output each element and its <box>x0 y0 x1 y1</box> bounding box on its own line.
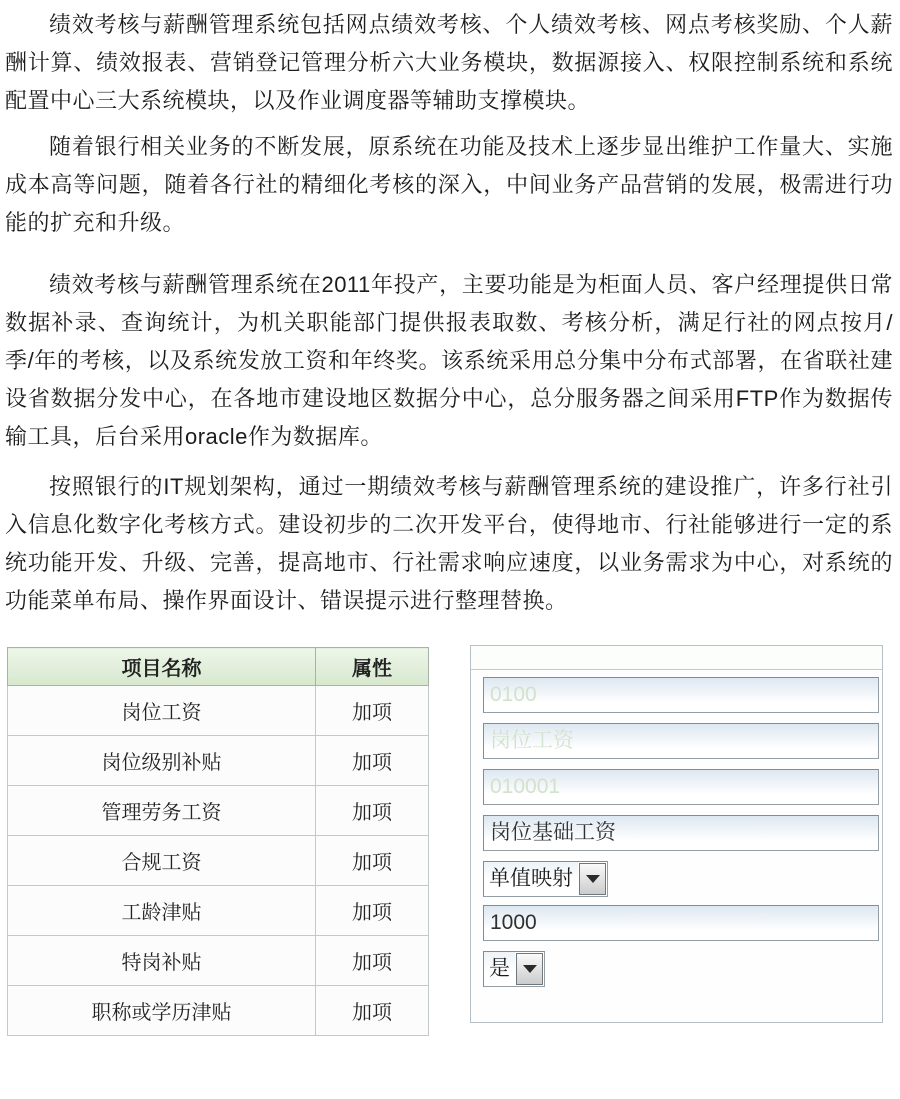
table-row <box>8 986 429 1036</box>
paragraph-system-history: 绩效考核与薪酬管理系统在2011年投产，主要功能是为柜面人员、客户经理提供日常数据补录、查询统计，为机关职能部门提供报表取数、考核分析，满足行社的网点按月/季/年的考核，以及系统发放工资和年终奖。该系统采用总分集中分布式部署，在省联社建设省数据分发中心，在各地市建设地区数据分中心，总分服务器之间采用FTP作为数据传输工具，后台采用oracle作为数据库。 <box>5 272 893 449</box>
attribute-cell: 加项 <box>316 736 429 786</box>
item-name-cell: 工龄津贴 <box>8 886 316 936</box>
category-code-field: 0100 <box>483 677 879 713</box>
item-name-cell: 合规工资 <box>8 836 316 886</box>
attribute-cell: 加项 <box>316 886 429 936</box>
table-header-row <box>8 648 429 686</box>
dropdown-button[interactable] <box>579 863 606 895</box>
panel-header-strip <box>471 646 882 670</box>
item-name-cell: 管理劳务工资 <box>8 786 316 836</box>
table-row <box>8 836 429 886</box>
amount-field[interactable]: 1000 <box>483 905 879 941</box>
table-row <box>8 786 429 836</box>
column-header-attribute: 属性 <box>316 648 429 686</box>
category-name-field: 岗位工资 <box>483 723 879 759</box>
item-name-cell: 职称或学历津贴 <box>8 986 316 1036</box>
attribute-cell: 加项 <box>316 836 429 886</box>
panel-body <box>471 670 882 995</box>
paragraph-background: 随着银行相关业务的不断发展，原系统在功能及技术上逐步显出维护工作量大、实施成本高等问题，随着各行社的精细化考核的深入，中间业务产品营销的发展，极需进行功能的扩充和升级。 <box>5 134 893 235</box>
enabled-flag-value: 是 <box>484 952 515 986</box>
table-row <box>8 686 429 736</box>
enabled-flag-dropdown[interactable] <box>483 951 545 987</box>
chevron-down-icon <box>586 875 600 883</box>
chevron-down-icon <box>523 965 537 973</box>
paragraph-modules: 绩效考核与薪酬管理系统包括网点绩效考核、个人绩效考核、网点考核奖励、个人薪酬计算、绩效报表、营销登记管理分析六大业务模块，数据源接入、权限控制系统和系统配置中心三大系统模块，以及作业调度器等辅助支撑模块。 <box>5 12 893 113</box>
mapping-type-value: 单值映射 <box>484 862 578 896</box>
attribute-cell: 加项 <box>316 936 429 986</box>
item-edit-panel <box>470 645 883 1023</box>
item-name-cell: 岗位级别补贴 <box>8 736 316 786</box>
attribute-cell: 加项 <box>316 986 429 1036</box>
item-code-field: 010001 <box>483 769 879 805</box>
table-row <box>8 936 429 986</box>
table-row <box>8 886 429 936</box>
table-row <box>8 736 429 786</box>
item-name-field[interactable]: 岗位基础工资 <box>483 815 879 851</box>
dropdown-button[interactable] <box>516 953 543 985</box>
salary-items-table <box>7 647 429 1036</box>
item-name-cell: 特岗补贴 <box>8 936 316 986</box>
attribute-cell: 加项 <box>316 686 429 736</box>
document-body <box>5 6 893 620</box>
mapping-type-dropdown[interactable] <box>483 861 608 897</box>
attribute-cell: 加项 <box>316 786 429 836</box>
column-header-item-name: 项目名称 <box>8 648 316 686</box>
item-name-cell: 岗位工资 <box>8 686 316 736</box>
paragraph-it-plan: 按照银行的IT规划架构，通过一期绩效考核与薪酬管理系统的建设推广，许多行社引入信息化数字化考核方式。建设初步的二次开发平台，使得地市、行社能够进行一定的系统功能开发、升级、完善，提高地市、行社需求响应速度，以业务需求为中心，对系统的功能菜单布局、操作界面设计、错误提示进行整理替换。 <box>5 474 893 613</box>
